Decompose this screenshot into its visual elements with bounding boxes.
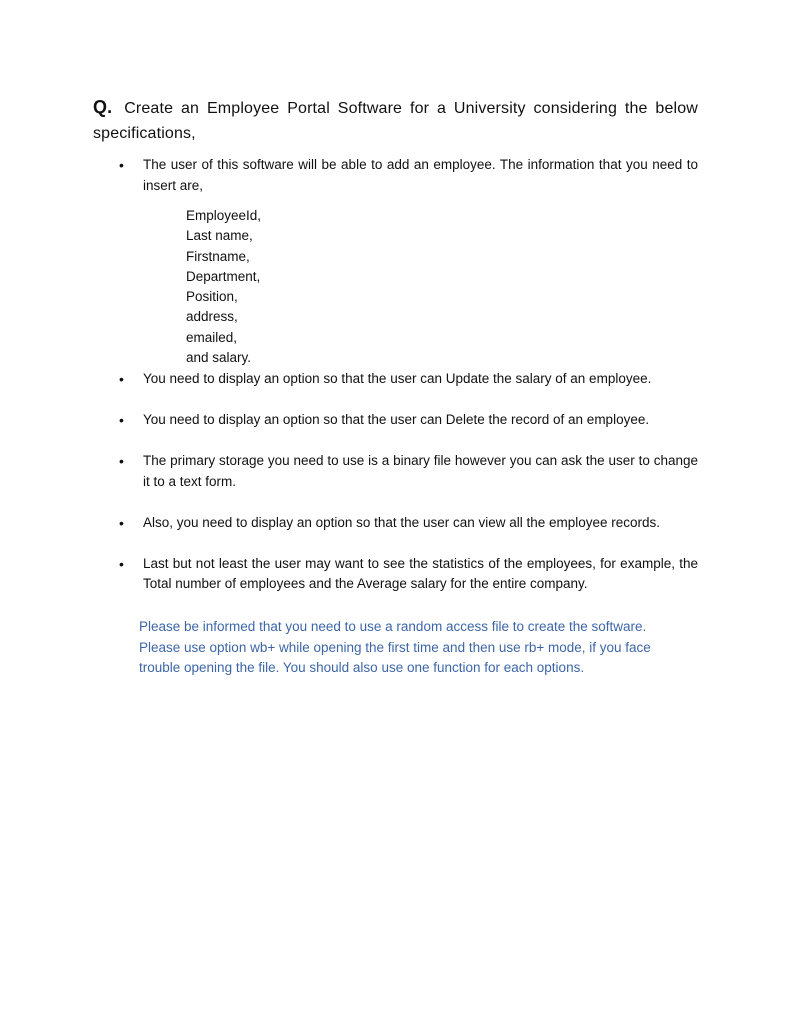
note-line: Please be informed that you need to use a random access file to create the software. [139,619,647,634]
list-item-text: The user of this software will be able to add an employee. The information that you need to insert are, [143,157,698,193]
field-item: EmployeeId, [186,208,262,223]
note-line: trouble opening the file. You should also use one function for each options. [139,660,585,675]
bullet-icon: • [119,157,124,173]
bullet-icon: • [119,412,124,429]
field-item: Last name, [186,228,253,244]
list-item-text: Last but not least the user may want to see the statistics of the employees, for example, the Total number of employees and the Average salary for the entire company. [143,555,698,592]
list-item [93,410,698,431]
bullet-icon: • [119,555,124,572]
field-item: Department, [186,268,261,284]
question-paragraph [93,95,698,146]
note-line: Please use option wb+ while opening the first time and then use rb+ mode, if you face [139,639,651,655]
list-item-text: You need to display an option so that the user can Update the salary of an employee. [143,371,652,387]
bullet-icon: • [119,514,124,531]
list-item-text: Also, you need to display an option so that the user can view all the employee records. [143,514,661,530]
list-item [93,554,698,595]
bullet-icon: • [119,371,124,388]
field-item: and salary. [186,350,252,366]
requirements-list [93,155,698,595]
list-item-text: The primary storage you need to use is a binary file however you can ask the user to change it to a text form. [143,453,698,489]
list-item-text: You need to display an option so that the user can Delete the record of an employee. [143,412,650,428]
list-item [93,369,698,390]
field-item: emailed, [186,329,238,345]
field-item: address, [186,309,238,325]
field-item: Firstname, [186,248,250,264]
implementation-note [139,617,699,679]
list-item [93,513,698,534]
employee-fields-list [186,206,698,368]
list-item [93,155,698,368]
field-item: Position, [186,289,238,305]
bullet-icon: • [119,453,124,470]
list-item [93,451,698,492]
question-label: Q. [93,97,113,117]
question-text: Create an Employee Portal Software for a University considering the below specifications, [93,100,698,142]
